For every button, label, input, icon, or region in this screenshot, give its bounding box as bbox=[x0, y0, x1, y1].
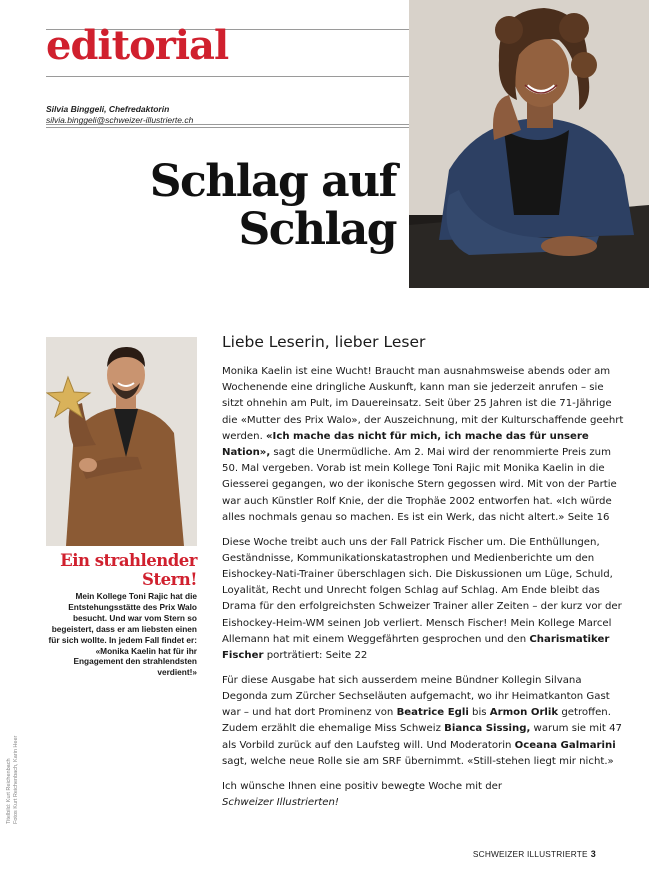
p3-text-d: warum sie mit 47 als Vorbild zurück auf den Laufsteg will. Und Moderatorin bbox=[222, 723, 622, 751]
p1-quote-bold: «Ich mache das nicht für mich, ich mache das für unsere Nation», bbox=[222, 430, 589, 459]
p3-text-a: Für diese Ausgabe hat sich ausserdem meine Bündner Kollegin Silvana Degonda zum Zürcher Sechseläuten aufgemacht, wo ihr Heimatkanton Gast war – und hat dort Prominenz von bbox=[222, 674, 610, 719]
p3-bold-1: Beatrice Egli bbox=[396, 707, 469, 719]
letter-salutation: Liebe Leserin, lieber Leser bbox=[222, 333, 426, 351]
p1-text-a: Monika Kaelin ist eine Wucht! Braucht man ausnahmsweise abends oder am Wochenende eine dringliche Auskunft, kann man sie jederzeit anrufen – sie sitzt ohnehin am Pult, im Dauereinsatz. Seit über 25 Jahren ist die 71-Jährige die «Mutter des Prix Walo», der Auszeichnung, mit der Kulturschaffende geehrt werden. bbox=[222, 366, 624, 442]
author-rule-top bbox=[46, 76, 409, 77]
headline-line-1: Schlag auf bbox=[149, 156, 396, 207]
p3-text-c: getroffen. Zudem erzählt die ehemalige Miss Schweiz bbox=[222, 707, 611, 735]
p3-bold-4: Oceana Galmarini bbox=[514, 739, 616, 751]
caption-title-line-2: Stern! bbox=[142, 570, 197, 589]
author-rule-bottom-2 bbox=[46, 127, 409, 128]
photo-credit-line-2: Fotos Kurt Reichenbach, Karin Heer bbox=[13, 735, 19, 824]
sidebar-caption-title bbox=[46, 551, 197, 589]
letter-paragraph-4 bbox=[222, 779, 626, 811]
headline bbox=[76, 158, 396, 254]
section-label: editorial bbox=[46, 22, 229, 69]
editor-portrait-photo bbox=[409, 0, 649, 288]
letter-paragraph-1 bbox=[222, 364, 626, 526]
p3-text-b: bis bbox=[468, 707, 490, 719]
photo-credit-line-1: Titelbild: Kurt Reichenbach bbox=[6, 758, 12, 824]
caption-title-line-1: Ein strahlender bbox=[60, 551, 197, 570]
colleague-photo-illustration bbox=[46, 337, 197, 546]
p3-bold-2: Armon Orlik bbox=[489, 707, 559, 719]
author-block bbox=[46, 104, 193, 126]
colleague-photo bbox=[46, 337, 197, 546]
publication-name: SCHWEIZER ILLUSTRIERTE bbox=[472, 849, 588, 859]
p4-text: Ich wünsche Ihnen eine positiv bewegte Woche mit der bbox=[222, 780, 503, 792]
author-name: Silvia Binggeli, Chefredaktorin bbox=[46, 104, 170, 114]
letter-body bbox=[222, 364, 626, 820]
p4-italic: Schweizer Illustrierten! bbox=[222, 796, 339, 808]
p2-text-b: porträtiert: Seite 22 bbox=[263, 650, 368, 662]
letter-paragraph-3 bbox=[222, 673, 626, 770]
page-footer bbox=[473, 849, 596, 859]
editor-portrait-illustration bbox=[409, 0, 649, 288]
headline-line-2: Schlag bbox=[238, 204, 396, 255]
letter-paragraph-2 bbox=[222, 535, 626, 665]
p3-text-e: sagt, welche neue Rolle sie am SRF übernimmt. «Still-stehen liegt mir nicht.» bbox=[222, 755, 614, 767]
page-number: 3 bbox=[590, 849, 596, 859]
p3-bold-3: Bianca Sissing, bbox=[444, 723, 531, 735]
p1-text-b: sagt die Unermüdliche. Am 2. Mai wird der renommierte Preis zum 50. Mal vergeben. Vorab ist mein Kollege Toni Rajic mit Monika Kaelin in die Giesserei gegangen, wo der ikonische Stern gegossen wird. Mit von der Partie war auch Künstler Rolf Knie, der die Trophäe 2002 entworfen hat. «Ich würde alles nochmals genau so machen. Es ist ein Werk, das nicht altert.» Seite 16 bbox=[222, 447, 617, 523]
sidebar-caption-text: Mein Kollege Toni Rajic hat die Entstehungsstätte des Prix Walo besucht. Und war vom Stern so begeistert, dass er am liebsten einen für sich wollte. In jedem Fall findet er: «Monika Kaelin hat für ihr Engagement den strahlendsten verdient!» bbox=[48, 591, 197, 678]
p2-text-a: Diese Woche treibt auch uns der Fall Patrick Fischer um. Die Enthüllungen, Geständnisse, Kommunikationskatastrophen und Medienberichte um den Eishockey-Nati-Trainer überschlagen sich. Die Diskussionen um Lüge, Schuld, Loyalität, Recht und Unrecht folgen Schlag auf Schlag. Am Ende bleibt das Drama für den erfolgreichsten Schweizer Trainer aller Zeiten – der kurz vor der Eishockey-Heim-WM seinen Job verliert. Mensch Fischer! Mein Kollege Marcel Allemann hat mit einem Weggefährten gesprochen und den bbox=[222, 536, 622, 645]
photo-credit bbox=[6, 736, 20, 824]
author-email: silvia.binggeli@schweizer-illustrierte.ch bbox=[46, 115, 194, 125]
p2-bold: Charismatiker Fischer bbox=[222, 633, 610, 662]
